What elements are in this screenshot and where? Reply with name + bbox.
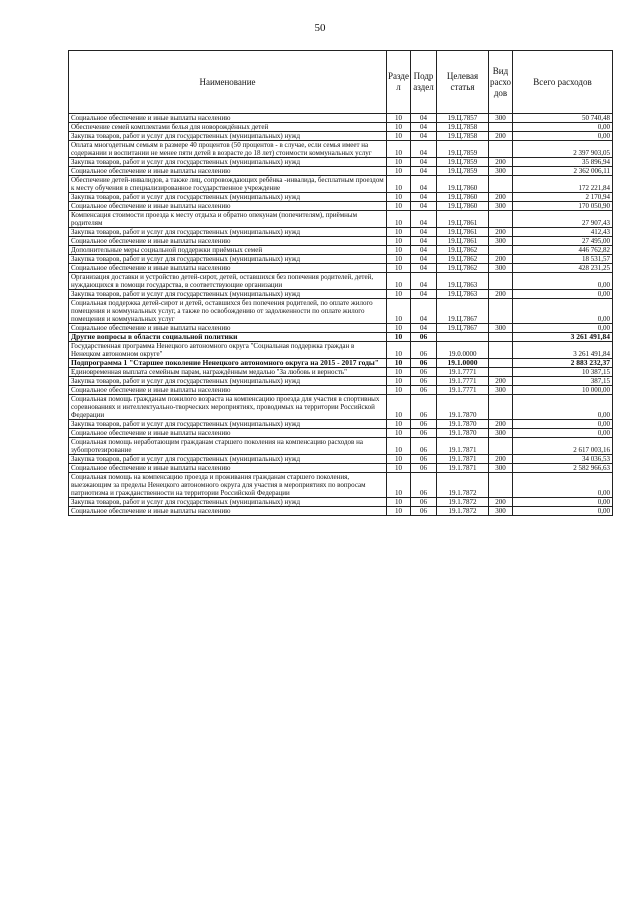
cell-section: 10 [387,368,411,377]
table-row [69,123,613,132]
cell-section: 10 [387,228,411,237]
cell-total: 2 397 903,05 [513,141,613,158]
cell-name: Обеспечение детей-инвалидов, а также лиц, сопровождающих ребёнка -инвалида, бесплатным проездом к месту обучения в специализированное государственное учреждение [69,176,387,193]
table-row [69,464,613,473]
cell-name: Социальное обеспечение и иные выплаты населению [69,202,387,211]
cell-name: Закупка товаров, работ и услуг для государственных (муниципальных) нужд [69,498,387,507]
cell-subsection: 04 [411,123,437,132]
cell-name: Оплата многодетным семьям в размере 40 процентов (50 процентов - в случае, если семья имеет на содержании и воспитании не менее пяти детей в возрасте до 18 лет) стоимости коммунальных услуг [69,141,387,158]
cell-total: 3 261 491,84 [513,333,613,342]
cell-subsection: 06 [411,420,437,429]
cell-target: 19.1.7872 [437,498,489,507]
cell-section: 10 [387,246,411,255]
cell-type: 300 [489,464,513,473]
cell-subsection: 04 [411,264,437,273]
table-row [69,420,613,429]
cell-total: 0,00 [513,420,613,429]
cell-total: 428 231,25 [513,264,613,273]
cell-name: Социальное обеспечение и иные выплаты населению [69,464,387,473]
cell-name: Организация доставки и устройство детей-сирот, детей, оставшихся без попечения родителей, детей, нуждающихся в помощи государства, в соответствующие организации [69,273,387,290]
cell-type [489,123,513,132]
table-row [69,342,613,359]
cell-target: 19.Ц.7859 [437,158,489,167]
cell-type [489,299,513,324]
cell-total: 0,00 [513,273,613,290]
cell-total: 0,00 [513,395,613,420]
cell-subsection: 06 [411,507,437,516]
cell-subsection: 04 [411,211,437,228]
cell-target: 19.Ц.7862 [437,246,489,255]
cell-total: 387,15 [513,377,613,386]
cell-subsection: 04 [411,228,437,237]
table-row [69,386,613,395]
cell-section: 10 [387,386,411,395]
cell-subsection: 04 [411,193,437,202]
cell-section: 10 [387,255,411,264]
cell-type [489,395,513,420]
cell-subsection: 06 [411,473,437,498]
cell-section: 10 [387,114,411,123]
table-row [69,438,613,455]
cell-subsection: 04 [411,246,437,255]
cell-type: 200 [489,290,513,299]
cell-section: 10 [387,176,411,193]
cell-subsection: 04 [411,141,437,158]
header-subsection: Подр аздел [411,51,437,114]
cell-section: 10 [387,455,411,464]
table-row [69,324,613,333]
table-row [69,473,613,498]
cell-target: 19.1.7870 [437,395,489,420]
cell-target: 19.Ц.7859 [437,141,489,158]
cell-type [489,368,513,377]
cell-total: 0,00 [513,290,613,299]
table-row [69,246,613,255]
table-row [69,255,613,264]
cell-section: 10 [387,193,411,202]
cell-type [489,359,513,368]
table-row [69,290,613,299]
cell-total: 10 000,00 [513,386,613,395]
cell-type: 300 [489,324,513,333]
cell-total: 0,00 [513,429,613,438]
cell-total: 446 762,82 [513,246,613,255]
cell-total: 35 896,94 [513,158,613,167]
cell-name: Социальная помощь на компенсацию проезда и проживания гражданам старшего поколения, выезжающим за пределы Ненецкого автономного округа для участия в мероприятиях по вопросам патриотизма и гражданственности на территории Российской Федерации [69,473,387,498]
cell-total: 0,00 [513,132,613,141]
cell-target [437,333,489,342]
table-row [69,368,613,377]
cell-total: 0,00 [513,324,613,333]
cell-total: 2 617 003,16 [513,438,613,455]
cell-name: Государственная программа Ненецкого автономного округа "Социальная поддержка граждан в Ненецком автономном округе" [69,342,387,359]
cell-type [489,141,513,158]
cell-target: 19.1.7771 [437,368,489,377]
table-row [69,377,613,386]
cell-name: Социальное обеспечение и иные выплаты населению [69,507,387,516]
cell-name: Закупка товаров, работ и услуг для государственных (муниципальных) нужд [69,455,387,464]
cell-subsection: 06 [411,429,437,438]
cell-subsection: 04 [411,273,437,290]
cell-target: 19.1.7870 [437,429,489,438]
cell-section: 10 [387,420,411,429]
cell-name: Социальная помощь гражданам пожилого возраста на компенсацию проезда для участия в спортивных соревнованиях и интеллектуально-творческих мероприятиях, проводимых на территории Российской Федерации [69,395,387,420]
cell-section: 10 [387,290,411,299]
cell-subsection: 06 [411,438,437,455]
cell-subsection: 06 [411,359,437,368]
cell-target: 19.1.7771 [437,386,489,395]
header-name: Наименование [69,51,387,114]
table-row [69,141,613,158]
cell-type: 300 [489,507,513,516]
cell-total: 27 495,00 [513,237,613,246]
cell-subsection: 06 [411,368,437,377]
cell-name: Закупка товаров, работ и услуг для государственных (муниципальных) нужд [69,255,387,264]
cell-target: 19.Ц.7867 [437,324,489,333]
cell-section: 10 [387,464,411,473]
cell-type: 200 [489,158,513,167]
table-row [69,211,613,228]
cell-section: 10 [387,273,411,290]
cell-section: 10 [387,359,411,368]
cell-target: 19.Ц.7858 [437,132,489,141]
cell-section: 10 [387,498,411,507]
cell-target: 19.Ц.7857 [437,114,489,123]
cell-section: 10 [387,473,411,498]
cell-type [489,273,513,290]
cell-subsection: 06 [411,455,437,464]
cell-total: 0,00 [513,299,613,324]
cell-target: 19.Ц.7861 [437,228,489,237]
cell-type: 300 [489,202,513,211]
table-row [69,158,613,167]
cell-section: 10 [387,507,411,516]
header-type: Вид расхо дов [489,51,513,114]
cell-target: 19.1.0000 [437,359,489,368]
cell-target: 19.1.7871 [437,438,489,455]
cell-total: 170 050,90 [513,202,613,211]
cell-name: Закупка товаров, работ и услуг для государственных (муниципальных) нужд [69,228,387,237]
table-row [69,507,613,516]
table-row [69,264,613,273]
cell-section: 10 [387,342,411,359]
cell-subsection: 04 [411,114,437,123]
table-row [69,299,613,324]
page-number: 50 [314,22,326,34]
cell-target: 19.1.7870 [437,420,489,429]
cell-section: 10 [387,132,411,141]
cell-target: 19.0.0000 [437,342,489,359]
cell-type [489,333,513,342]
cell-target: 19.1.7771 [437,377,489,386]
table-row [69,395,613,420]
cell-name: Дополнительные меры социальной поддержки приёмных семей [69,246,387,255]
cell-target: 19.1.7872 [437,473,489,498]
cell-total: 0,00 [513,123,613,132]
cell-total: 2 170,94 [513,193,613,202]
cell-subsection: 06 [411,342,437,359]
cell-total: 0,00 [513,498,613,507]
cell-target: 19.Ц.7860 [437,176,489,193]
cell-name: Социальное обеспечение и иные выплаты населению [69,324,387,333]
cell-type: 300 [489,386,513,395]
cell-type [489,211,513,228]
cell-subsection: 06 [411,333,437,342]
cell-section: 10 [387,333,411,342]
cell-subsection: 06 [411,377,437,386]
cell-target: 19.Ц.7862 [437,264,489,273]
cell-total: 50 740,48 [513,114,613,123]
cell-subsection: 04 [411,290,437,299]
cell-type [489,438,513,455]
cell-subsection: 04 [411,132,437,141]
cell-section: 10 [387,377,411,386]
cell-section: 10 [387,141,411,158]
cell-name: Закупка товаров, работ и услуг для государственных (муниципальных) нужд [69,377,387,386]
cell-section: 10 [387,211,411,228]
cell-subsection: 06 [411,464,437,473]
cell-subsection: 06 [411,498,437,507]
table-row [69,132,613,141]
cell-type: 200 [489,255,513,264]
cell-name: Социальное обеспечение и иные выплаты населению [69,429,387,438]
table-row [69,273,613,290]
table-row [69,333,613,342]
cell-name: Закупка товаров, работ и услуг для государственных (муниципальных) нужд [69,132,387,141]
cell-total: 412,43 [513,228,613,237]
cell-target: 19.1.7871 [437,464,489,473]
cell-name: Социальное обеспечение и иные выплаты населению [69,167,387,176]
cell-target: 19.Ц.7863 [437,273,489,290]
cell-subsection: 04 [411,176,437,193]
cell-total: 34 036,53 [513,455,613,464]
cell-total: 0,00 [513,473,613,498]
cell-section: 10 [387,237,411,246]
cell-section: 10 [387,123,411,132]
cell-name: Социальная поддержка детей-сирот и детей, оставшихся без попечения родителей, по оплате жилого помещения и коммунальных услуг, а также по освобождению от задолженности по оплате жилого помещения и коммунальных услуг [69,299,387,324]
cell-subsection: 04 [411,324,437,333]
cell-type: 200 [489,420,513,429]
cell-subsection: 04 [411,167,437,176]
cell-section: 10 [387,429,411,438]
cell-section: 10 [387,438,411,455]
cell-subsection: 04 [411,299,437,324]
cell-name: Закупка товаров, работ и услуг для государственных (муниципальных) нужд [69,193,387,202]
cell-target: 19.Ц.7861 [437,211,489,228]
budget-table [68,50,613,516]
cell-total: 10 387,15 [513,368,613,377]
cell-name: Закупка товаров, работ и услуг для государственных (муниципальных) нужд [69,158,387,167]
cell-subsection: 06 [411,386,437,395]
header-target: Целевая статья [437,51,489,114]
table-row [69,498,613,507]
cell-type: 200 [489,132,513,141]
cell-name: Обеспечение семей комплектами белья для новорождённых детей [69,123,387,132]
cell-type [489,473,513,498]
cell-type: 200 [489,193,513,202]
cell-total: 3 261 491,84 [513,342,613,359]
cell-section: 10 [387,167,411,176]
cell-type: 300 [489,264,513,273]
cell-type: 200 [489,377,513,386]
table-row [69,228,613,237]
cell-name: Подпрограмма 1 "Старшее поколение Ненецкого автономного округа на 2015 - 2017 годы" [69,359,387,368]
cell-target: 19.Ц.7860 [437,202,489,211]
cell-name: Закупка товаров, работ и услуг для государственных (муниципальных) нужд [69,420,387,429]
table-row [69,114,613,123]
cell-total: 2 362 006,11 [513,167,613,176]
cell-name: Компенсация стоимости проезда к месту отдыха и обратно опекунам (попечителям), приёмным родителям [69,211,387,228]
cell-target: 19.1.7871 [437,455,489,464]
cell-type: 200 [489,455,513,464]
cell-section: 10 [387,264,411,273]
header-section: Разде л [387,51,411,114]
cell-type: 200 [489,228,513,237]
table-row [69,202,613,211]
cell-type [489,342,513,359]
cell-target: 19.Ц.7862 [437,255,489,264]
cell-section: 10 [387,299,411,324]
cell-target: 19.Ц.7858 [437,123,489,132]
cell-type: 300 [489,114,513,123]
table-header-row [69,51,613,114]
table-body [69,114,613,516]
cell-total: 2 883 232,37 [513,359,613,368]
cell-total: 172 221,84 [513,176,613,193]
cell-section: 10 [387,158,411,167]
cell-type [489,176,513,193]
cell-name: Единовременная выплата семейным парам, награждённым медалью "За любовь и верность" [69,368,387,377]
table-row [69,455,613,464]
cell-target: 19.Ц.7859 [437,167,489,176]
cell-name: Социальное обеспечение и иные выплаты населению [69,386,387,395]
cell-target: 19.Ц.7867 [437,299,489,324]
cell-target: 19.Ц.7860 [437,193,489,202]
cell-total: 2 582 966,63 [513,464,613,473]
cell-section: 10 [387,324,411,333]
cell-subsection: 04 [411,237,437,246]
cell-section: 10 [387,395,411,420]
table-row [69,429,613,438]
cell-target: 19.1.7872 [437,507,489,516]
cell-type [489,246,513,255]
cell-total: 18 531,57 [513,255,613,264]
cell-name: Закупка товаров, работ и услуг для государственных (муниципальных) нужд [69,290,387,299]
cell-subsection: 04 [411,202,437,211]
cell-name: Социальное обеспечение и иные выплаты населению [69,237,387,246]
cell-type: 300 [489,167,513,176]
cell-section: 10 [387,202,411,211]
cell-target: 19.Ц.7863 [437,290,489,299]
cell-type: 200 [489,498,513,507]
table-row [69,193,613,202]
cell-target: 19.Ц.7861 [437,237,489,246]
header-total: Всего расходов [513,51,613,114]
table-row [69,359,613,368]
cell-total: 0,00 [513,507,613,516]
cell-subsection: 06 [411,395,437,420]
cell-type: 300 [489,237,513,246]
table-row [69,237,613,246]
cell-name: Социальная помощь неработающим гражданам старшего поколения на компенсацию расходов на зубопротезирование [69,438,387,455]
cell-subsection: 04 [411,158,437,167]
cell-name: Социальное обеспечение и иные выплаты населению [69,264,387,273]
cell-type: 300 [489,429,513,438]
table-row [69,176,613,193]
cell-total: 27 907,43 [513,211,613,228]
cell-subsection: 04 [411,255,437,264]
table-row [69,167,613,176]
cell-name: Социальное обеспечение и иные выплаты населению [69,114,387,123]
cell-name: Другие вопросы в области социальной политики [69,333,387,342]
